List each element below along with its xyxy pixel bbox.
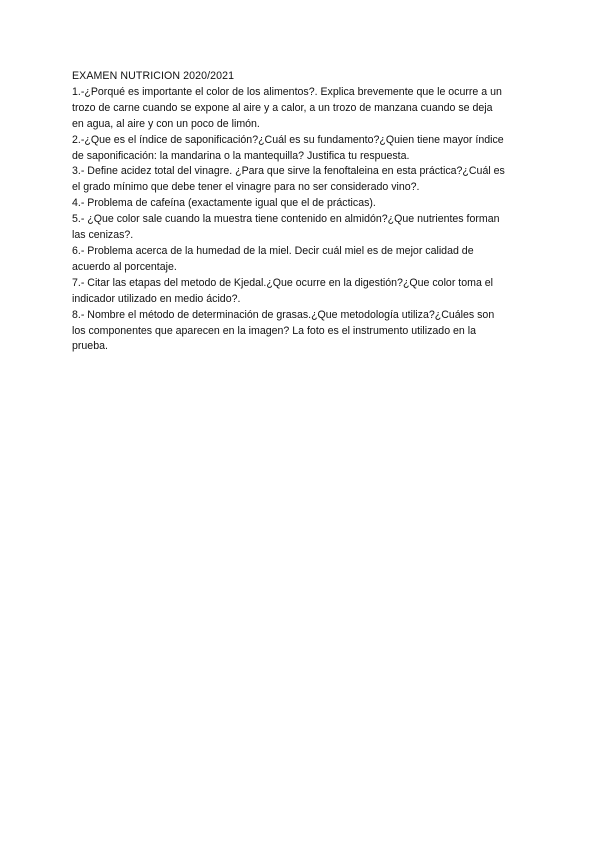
question-line: 1.-¿Porqué es importante el color de los alimentos?. Explica brevemente que le ocurre a un: [72, 85, 502, 98]
question-6: [72, 244, 532, 276]
question-line: 4.- Problema de cafeína (exactamente igual que el de prácticas).: [72, 197, 376, 210]
question-line: 5.- ¿Que color sale cuando la muestra tiene contenido en almidón?¿Que nutrientes forman: [72, 213, 500, 226]
question-line: 3.- Define acidez total del vinagre. ¿Para que sirve la fenoftaleina en esta práctica?¿Cuál es: [72, 165, 505, 178]
question-8: [72, 308, 532, 356]
question-line: 6.- Problema acerca de la humedad de la miel. Decir cuál miel es de mejor calidad de: [72, 244, 474, 257]
question-line: acuerdo al porcentaje.: [72, 260, 177, 273]
question-2: [72, 133, 532, 165]
question-line: prueba.: [72, 340, 108, 353]
question-line: en agua, al aire y con un poco de limón.: [72, 117, 260, 130]
question-line: indicador utilizado en medio ácido?.: [72, 292, 241, 305]
question-line: 7.- Citar las etapas del metodo de Kjedal.¿Que ocurre en la digestión?¿Que color toma el: [72, 276, 494, 289]
question-line: trozo de carne cuando se expone al aire y a calor, a un trozo de manzana cuando se deja: [72, 101, 493, 114]
question-line: las cenizas?.: [72, 229, 134, 242]
question-line: de saponificación: la mandarina o la mantequilla? Justifica tu respuesta.: [72, 149, 410, 162]
question-7: [72, 276, 532, 308]
exam-title: EXAMEN NUTRICION 2020/2021: [72, 70, 235, 82]
question-5: [72, 212, 532, 244]
question-4: [72, 196, 532, 212]
question-line: los componentes que aparecen en la imagen? La foto es el instrumento utilizado en la: [72, 324, 477, 337]
question-3: [72, 164, 532, 196]
question-line: 2.-¿Que es el índice de saponificación?¿Cuál es su fundamento?¿Quien tiene mayor índice: [72, 133, 504, 146]
question-line: 8.- Nombre el método de determinación de grasas.¿Que metodología utiliza?¿Cuáles son: [72, 308, 495, 321]
question-1: [72, 85, 532, 133]
exam-text: [72, 69, 532, 355]
question-line: el grado mínimo que debe tener el vinagre para no ser considerado vino?.: [72, 181, 420, 194]
